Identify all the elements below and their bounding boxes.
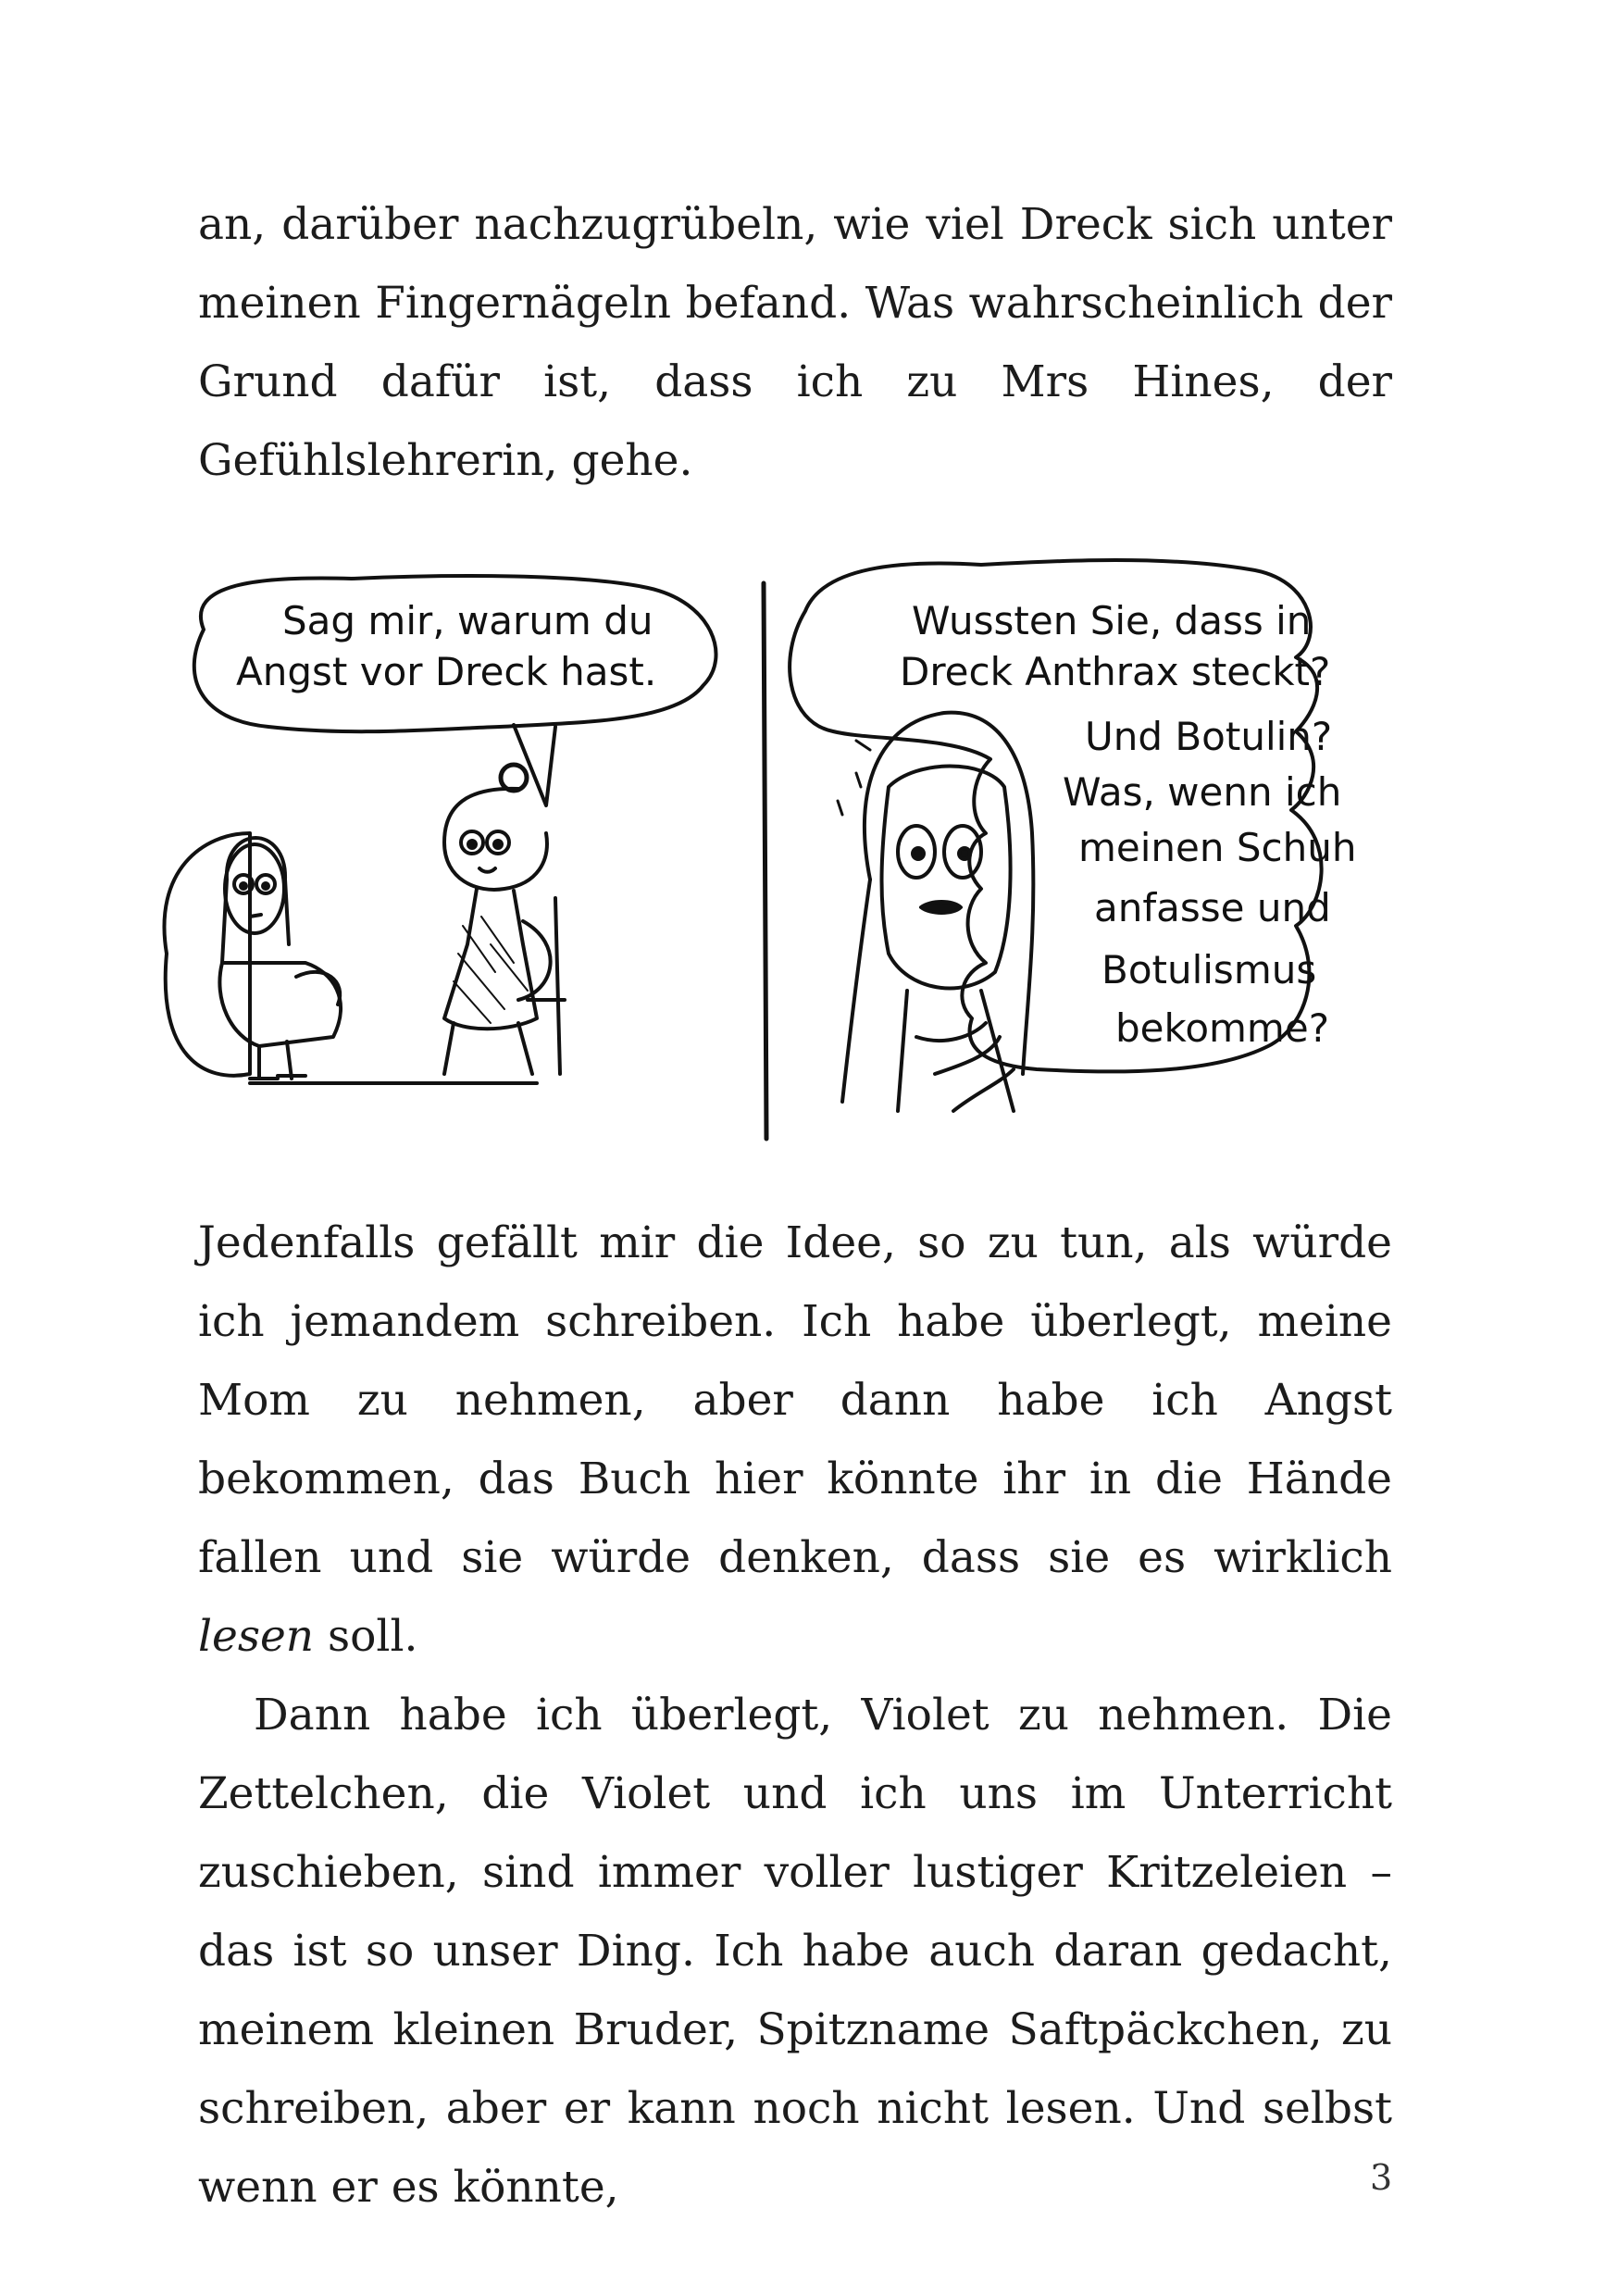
text-block-top bbox=[198, 185, 1392, 500]
thought-text bbox=[900, 598, 1369, 1051]
page-number: 3 bbox=[1370, 2157, 1393, 2198]
speech-line-1: Sag mir, warum du bbox=[282, 598, 653, 643]
thought-line-3: Und Botulin? bbox=[1085, 714, 1333, 759]
girl-closeup bbox=[838, 713, 1033, 1111]
thought-line-2: Dreck Anthrax steckt? bbox=[900, 649, 1331, 694]
paragraph-2 bbox=[198, 1204, 1392, 1676]
thought-line-7: Botulismus bbox=[1101, 947, 1317, 992]
panel-divider bbox=[764, 583, 766, 1139]
paragraph-2-text: Jedenfalls gefällt mir die Idee, so zu tun, als würde ich jemandem schreiben. Ich habe überlegt, meine Mom zu nehmen, aber dann habe ich Angst bekommen, das Buch hier könnte ihr in die Hände fallen und sie würde denken, dass sie es wirklich bbox=[198, 1217, 1392, 1583]
paragraph-1: an, darüber nachzugrübeln, wie viel Dreck sich unter meinen Fingernägeln befand. Was wahrscheinlich der Grund dafür ist, dass ich zu Mrs Hines, der Gefühlslehrerin, gehe. bbox=[198, 199, 1392, 486]
paragraph-2-italic: lesen bbox=[198, 1611, 315, 1662]
therapist-figure bbox=[444, 765, 565, 1074]
comic-strip bbox=[148, 555, 1444, 1148]
thought-line-4: Was, wenn ich bbox=[1063, 769, 1342, 815]
thought-line-1: Wussten Sie, dass in bbox=[912, 598, 1312, 643]
thought-line-5: meinen Schuh bbox=[1078, 825, 1357, 870]
comic-illustration bbox=[148, 555, 1444, 1148]
speech-text bbox=[236, 598, 666, 694]
thought-line-6: anfasse und bbox=[1094, 885, 1331, 930]
speech-line-2: Angst vor Dreck hast. bbox=[236, 649, 657, 694]
text-block-bottom bbox=[198, 1204, 1392, 2227]
paragraph-2-end: soll. bbox=[314, 1611, 418, 1662]
paragraph-3: Dann habe ich überlegt, Violet zu nehmen. Die Zettelchen, die Violet und ich uns im Unterricht zuschieben, sind immer voller lustiger Kritzeleien – das ist so unser Ding. Ich habe auch daran gedacht, meinem kleinen Bruder, Spitzname Saftpäckchen, zu schreiben, aber er kann noch nicht lesen. Und selbst wenn er es könnte, bbox=[198, 1690, 1392, 2213]
thought-line-8: bekomme? bbox=[1115, 1005, 1329, 1051]
